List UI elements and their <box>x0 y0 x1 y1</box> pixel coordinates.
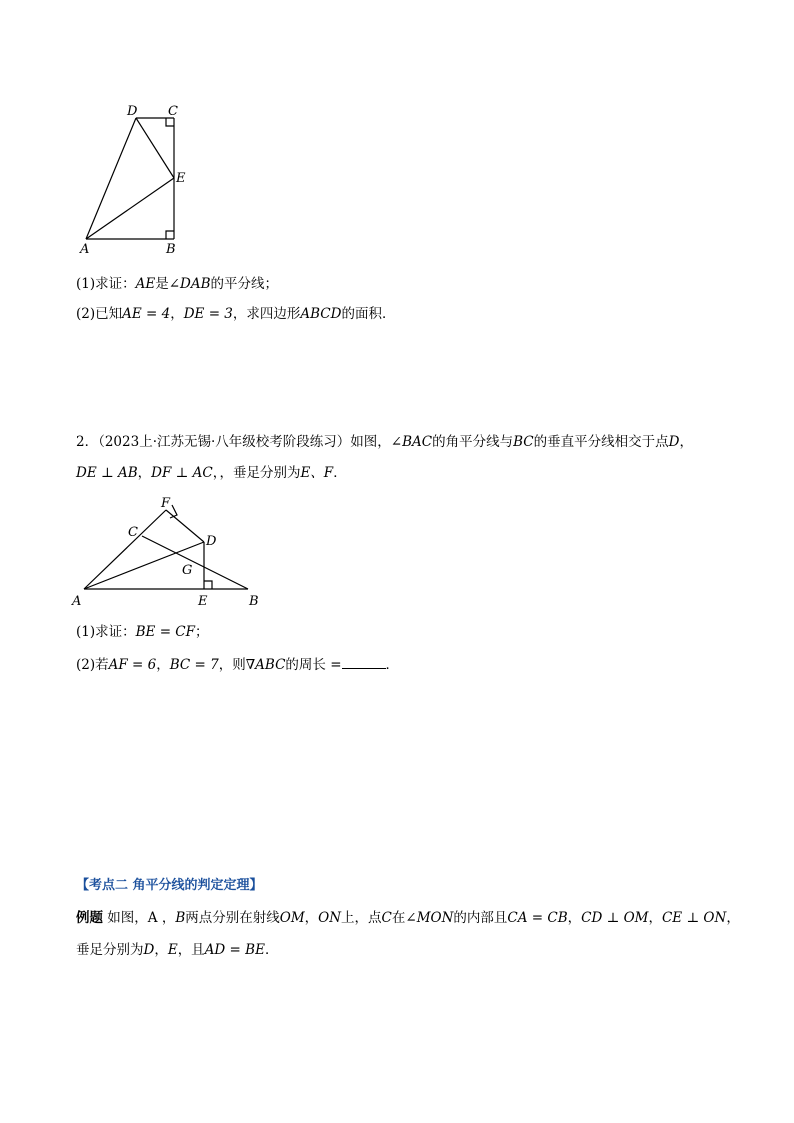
figure-1-trapezoid <box>70 98 200 258</box>
label-c: C <box>128 525 138 540</box>
answer-blank <box>342 655 386 669</box>
problem2-statement-line2: DE ⊥ AB，DF ⊥ AC，，垂足分别为E、F． <box>76 465 347 481</box>
label-a: A <box>72 594 82 609</box>
segment-ad <box>86 118 136 239</box>
segment-fd <box>166 510 204 542</box>
label-e: E <box>176 171 186 186</box>
problem1-question2: (2)已知AE = 4，DE = 3，求四边形ABCD的面积． <box>76 306 396 322</box>
right-angle-mark-b <box>166 231 174 239</box>
problem1-question1: (1)求证：AE是∠DAB的平分线； <box>76 276 279 292</box>
label-d: D <box>127 104 138 119</box>
problem2-statement-line1: 2．（2023上·江苏无锡·八年级校考阶段练习）如图，∠BAC的角平分线与BC的垂直平分线相交于点D， <box>76 434 693 450</box>
segment-cb <box>142 536 248 589</box>
label-c: C <box>168 104 178 119</box>
label-a: A <box>80 242 90 257</box>
example-label: 例题 <box>76 910 103 926</box>
figure-2-triangle <box>66 492 276 612</box>
example-line1: 例题 如图，A ，B两点分别在射线OM，ON上，点C在∠MON的内部且CA = CB，CD ⊥ OM，CE ⊥ ON， <box>76 910 740 926</box>
label-f: F <box>161 496 171 511</box>
problem2-question2: (2)若AF = 6，BC = 7，则∇ABC的周长 = ． <box>76 657 400 673</box>
label-b: B <box>249 594 259 609</box>
section-title: 【考点二 角平分线的判定定理】 <box>76 878 263 893</box>
label-b: B <box>166 242 176 257</box>
segment-af <box>84 510 166 589</box>
label-e: E <box>198 594 208 609</box>
right-angle-mark-c <box>166 118 174 126</box>
label-d: D <box>206 534 217 549</box>
example-line2: 垂足分别为D，E，且AD = BE． <box>76 942 279 958</box>
segment-de <box>136 118 174 178</box>
label-g: G <box>182 563 193 578</box>
right-angle-mark-e <box>204 581 212 589</box>
right-angle-mark-f <box>170 505 177 518</box>
problem2-question1: (1)求证：BE = CF； <box>76 624 209 640</box>
